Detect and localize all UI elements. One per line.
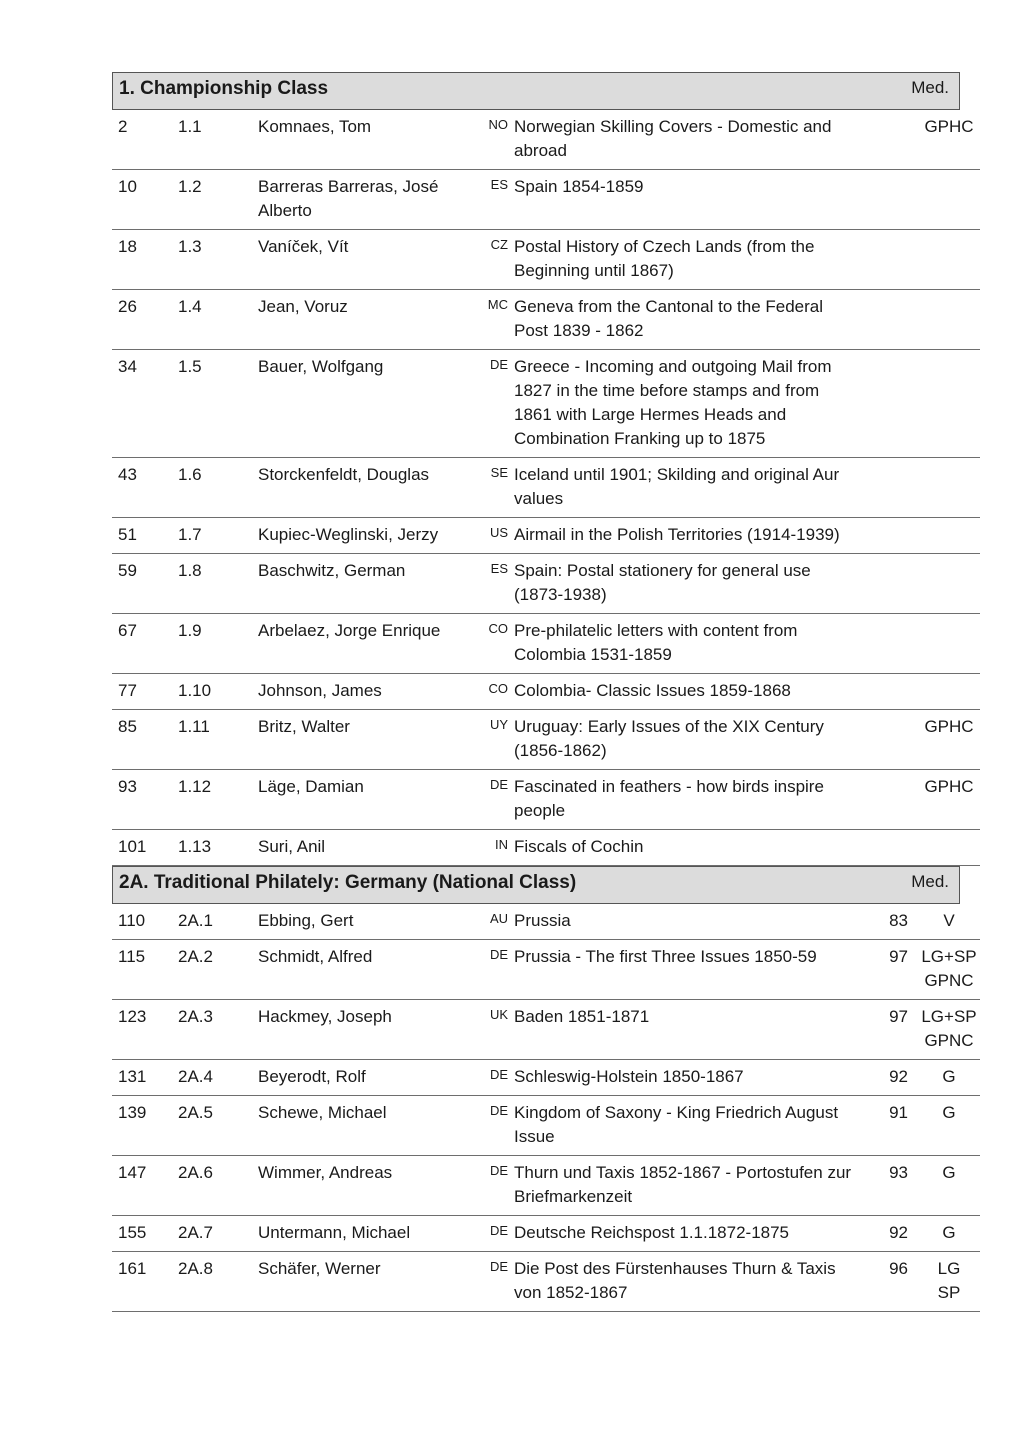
country-code: DE [474,1156,514,1216]
points: 91 [860,1096,918,1156]
exhibit-title: Spain: Postal stationery for general use (1873-1938) [514,554,860,614]
points [860,710,918,770]
exhibit-number: 18 [112,230,178,290]
exhibit-title: Fiscals of Cochin [514,830,860,866]
exhibit-number: 139 [112,1096,178,1156]
class-number: 2A.4 [178,1060,258,1096]
exhibit-number: 34 [112,350,178,458]
exhibitor-name: Barreras Barreras, José Alberto [258,170,474,230]
exhibit-title: Schleswig-Holstein 1850-1867 [514,1060,860,1096]
points [860,458,918,518]
medal [918,1060,980,1096]
points: 92 [860,1216,918,1252]
table-row [112,614,980,674]
class-number: 1.2 [178,170,258,230]
exhibitor-name: Schäfer, Werner [258,1252,474,1312]
exhibitor-name: Arbelaez, Jorge Enrique [258,614,474,674]
exhibit-number: 59 [112,554,178,614]
exhibitor-name: Suri, Anil [258,830,474,866]
medal-award: LG [937,1259,961,1278]
exhibit-table [112,110,980,866]
points [860,518,918,554]
section-header [112,72,960,110]
table-row [112,1060,980,1096]
exhibit-number: 93 [112,770,178,830]
country-code: UK [474,1000,514,1060]
class-number: 2A.5 [178,1096,258,1156]
medal-award: G [942,1103,956,1122]
exhibit-title: Uruguay: Early Issues of the XIX Century (1856-1862) [514,710,860,770]
country-code: DE [474,940,514,1000]
points [860,830,918,866]
table-row [112,1216,980,1252]
medal [918,518,980,554]
exhibitor-name: Johnson, James [258,674,474,710]
medal [918,1156,980,1216]
exhibitor-name: Untermann, Michael [258,1216,474,1252]
section-header [112,866,960,904]
medal-award: GPHC [924,717,974,736]
section-title: 1. Championship Class [119,78,329,99]
table-row [112,230,980,290]
class-number: 2A.8 [178,1252,258,1312]
exhibit-number: 123 [112,1000,178,1060]
country-code: DE [474,1096,514,1156]
exhibit-title: Geneva from the Cantonal to the Federal Post 1839 - 1862 [514,290,860,350]
exhibitor-name: Storckenfeldt, Douglas [258,458,474,518]
medal [918,940,980,1000]
points [860,290,918,350]
medal [918,1096,980,1156]
medal-award: G [942,1067,956,1086]
exhibitor-name: Schewe, Michael [258,1096,474,1156]
country-code: DE [474,770,514,830]
country-code: MC [474,290,514,350]
table-row [112,1156,980,1216]
medal [918,290,980,350]
points [860,230,918,290]
medal [918,110,980,170]
exhibit-number: 26 [112,290,178,350]
table-row [112,458,980,518]
exhibitor-name: Hackmey, Joseph [258,1000,474,1060]
exhibit-number: 77 [112,674,178,710]
medal [918,904,980,940]
country-code: SE [474,458,514,518]
country-code: ES [474,554,514,614]
class-number: 1.4 [178,290,258,350]
points [860,674,918,710]
medal-award: V [943,911,955,930]
medal-column-label: Med. [911,78,949,97]
exhibitor-name: Bauer, Wolfgang [258,350,474,458]
exhibit-title: Iceland until 1901; Skilding and original Aur values [514,458,860,518]
medal-award: G [942,1163,956,1182]
country-code: DE [474,1060,514,1096]
country-code: IN [474,830,514,866]
country-code: NO [474,110,514,170]
class-number: 2A.1 [178,904,258,940]
exhibit-title: Greece - Incoming and outgoing Mail from 1827 in the time before stamps and from 1861 with Large Hermes Heads and Combination Franking up to 1875 [514,350,860,458]
medal-award: GPNC [924,1031,974,1050]
exhibit-number: 51 [112,518,178,554]
points [860,554,918,614]
points [860,614,918,674]
medal [918,614,980,674]
exhibit-title: Pre-philatelic letters with content from Colombia 1531-1859 [514,614,860,674]
class-number: 1.5 [178,350,258,458]
class-number: 2A.3 [178,1000,258,1060]
exhibit-number: 10 [112,170,178,230]
class-number: 1.11 [178,710,258,770]
table-row [112,518,980,554]
exhibit-title: Prussia [514,904,860,940]
exhibit-title: Norwegian Skilling Covers - Domestic and abroad [514,110,860,170]
exhibitor-name: Ebbing, Gert [258,904,474,940]
class-number: 1.9 [178,614,258,674]
exhibit-title: Spain 1854-1859 [514,170,860,230]
class-number: 2A.2 [178,940,258,1000]
medal [918,458,980,518]
exhibit-number: 115 [112,940,178,1000]
exhibit-number: 147 [112,1156,178,1216]
exhibit-title: Colombia- Classic Issues 1859-1868 [514,674,860,710]
medal [918,230,980,290]
exhibit-list [112,72,977,1312]
table-row [112,770,980,830]
country-code: UY [474,710,514,770]
exhibitor-name: Jean, Voruz [258,290,474,350]
class-number: 1.8 [178,554,258,614]
exhibit-number: 155 [112,1216,178,1252]
table-row [112,1252,980,1312]
class-number: 1.10 [178,674,258,710]
section-title: 2A. Traditional Philately: Germany (National Class) [119,872,577,893]
table-row [112,554,980,614]
medal-award: SP [937,1283,961,1302]
points [860,350,918,458]
medal [918,1252,980,1312]
exhibit-table [112,904,980,1312]
class-number: 1.6 [178,458,258,518]
points: 92 [860,1060,918,1096]
section-traditional-philately-germany [112,866,977,1312]
country-code: DE [474,1216,514,1252]
exhibit-title: Kingdom of Saxony - King Friedrich August Issue [514,1096,860,1156]
medal-award: GPNC [924,971,974,990]
medal [918,710,980,770]
points: 93 [860,1156,918,1216]
exhibit-number: 2 [112,110,178,170]
medal [918,170,980,230]
medal-column-label: Med. [911,872,949,891]
table-row [112,290,980,350]
medal [918,830,980,866]
exhibitor-name: Beyerodt, Rolf [258,1060,474,1096]
medal-award: GPHC [924,777,974,796]
exhibitor-name: Britz, Walter [258,710,474,770]
exhibit-number: 85 [112,710,178,770]
medal-award: LG+SP [921,1007,977,1026]
points [860,110,918,170]
country-code: CO [474,674,514,710]
table-row [112,1000,980,1060]
country-code: US [474,518,514,554]
medal [918,554,980,614]
class-number: 1.7 [178,518,258,554]
class-number: 2A.6 [178,1156,258,1216]
exhibitor-name: Läge, Damian [258,770,474,830]
exhibit-title: Deutsche Reichspost 1.1.1872-1875 [514,1216,860,1252]
table-row [112,674,980,710]
class-number: 1.1 [178,110,258,170]
exhibitor-name: Wimmer, Andreas [258,1156,474,1216]
medal [918,1216,980,1252]
class-number: 1.3 [178,230,258,290]
exhibit-title: Die Post des Fürstenhauses Thurn & Taxis von 1852-1867 [514,1252,860,1312]
country-code: DE [474,350,514,458]
exhibit-number: 67 [112,614,178,674]
points: 83 [860,904,918,940]
table-row [112,350,980,458]
medal-award: G [942,1223,956,1242]
points [860,170,918,230]
table-row [112,710,980,770]
exhibit-title: Thurn und Taxis 1852-1867 - Portostufen zur Briefmarkenzeit [514,1156,860,1216]
table-row [112,1096,980,1156]
exhibit-title: Airmail in the Polish Territories (1914-1939) [514,518,860,554]
exhibit-number: 101 [112,830,178,866]
country-code: CZ [474,230,514,290]
medal-award: GPHC [924,117,974,136]
medal-award: LG+SP [921,947,977,966]
points: 96 [860,1252,918,1312]
exhibit-number: 110 [112,904,178,940]
exhibit-number: 161 [112,1252,178,1312]
exhibitor-name: Schmidt, Alfred [258,940,474,1000]
exhibit-title: Baden 1851-1871 [514,1000,860,1060]
table-row [112,940,980,1000]
exhibitor-name: Baschwitz, German [258,554,474,614]
table-row [112,830,980,866]
medal [918,770,980,830]
exhibit-title: Fascinated in feathers - how birds inspire people [514,770,860,830]
exhibitor-name: Vaníček, Vít [258,230,474,290]
table-row [112,904,980,940]
exhibit-title: Prussia - The first Three Issues 1850-59 [514,940,860,1000]
country-code: ES [474,170,514,230]
exhibit-number: 131 [112,1060,178,1096]
section-championship-class [112,72,974,866]
class-number: 1.12 [178,770,258,830]
medal [918,674,980,710]
country-code: AU [474,904,514,940]
table-row [112,110,980,170]
points: 97 [860,1000,918,1060]
country-code: DE [474,1252,514,1312]
exhibit-number: 43 [112,458,178,518]
class-number: 2A.7 [178,1216,258,1252]
country-code: CO [474,614,514,674]
exhibit-title: Postal History of Czech Lands (from the Beginning until 1867) [514,230,860,290]
class-number: 1.13 [178,830,258,866]
table-row [112,170,980,230]
exhibitor-name: Komnaes, Tom [258,110,474,170]
exhibitor-name: Kupiec-Weglinski, Jerzy [258,518,474,554]
points [860,770,918,830]
medal [918,1000,980,1060]
points: 97 [860,940,918,1000]
medal [918,350,980,458]
